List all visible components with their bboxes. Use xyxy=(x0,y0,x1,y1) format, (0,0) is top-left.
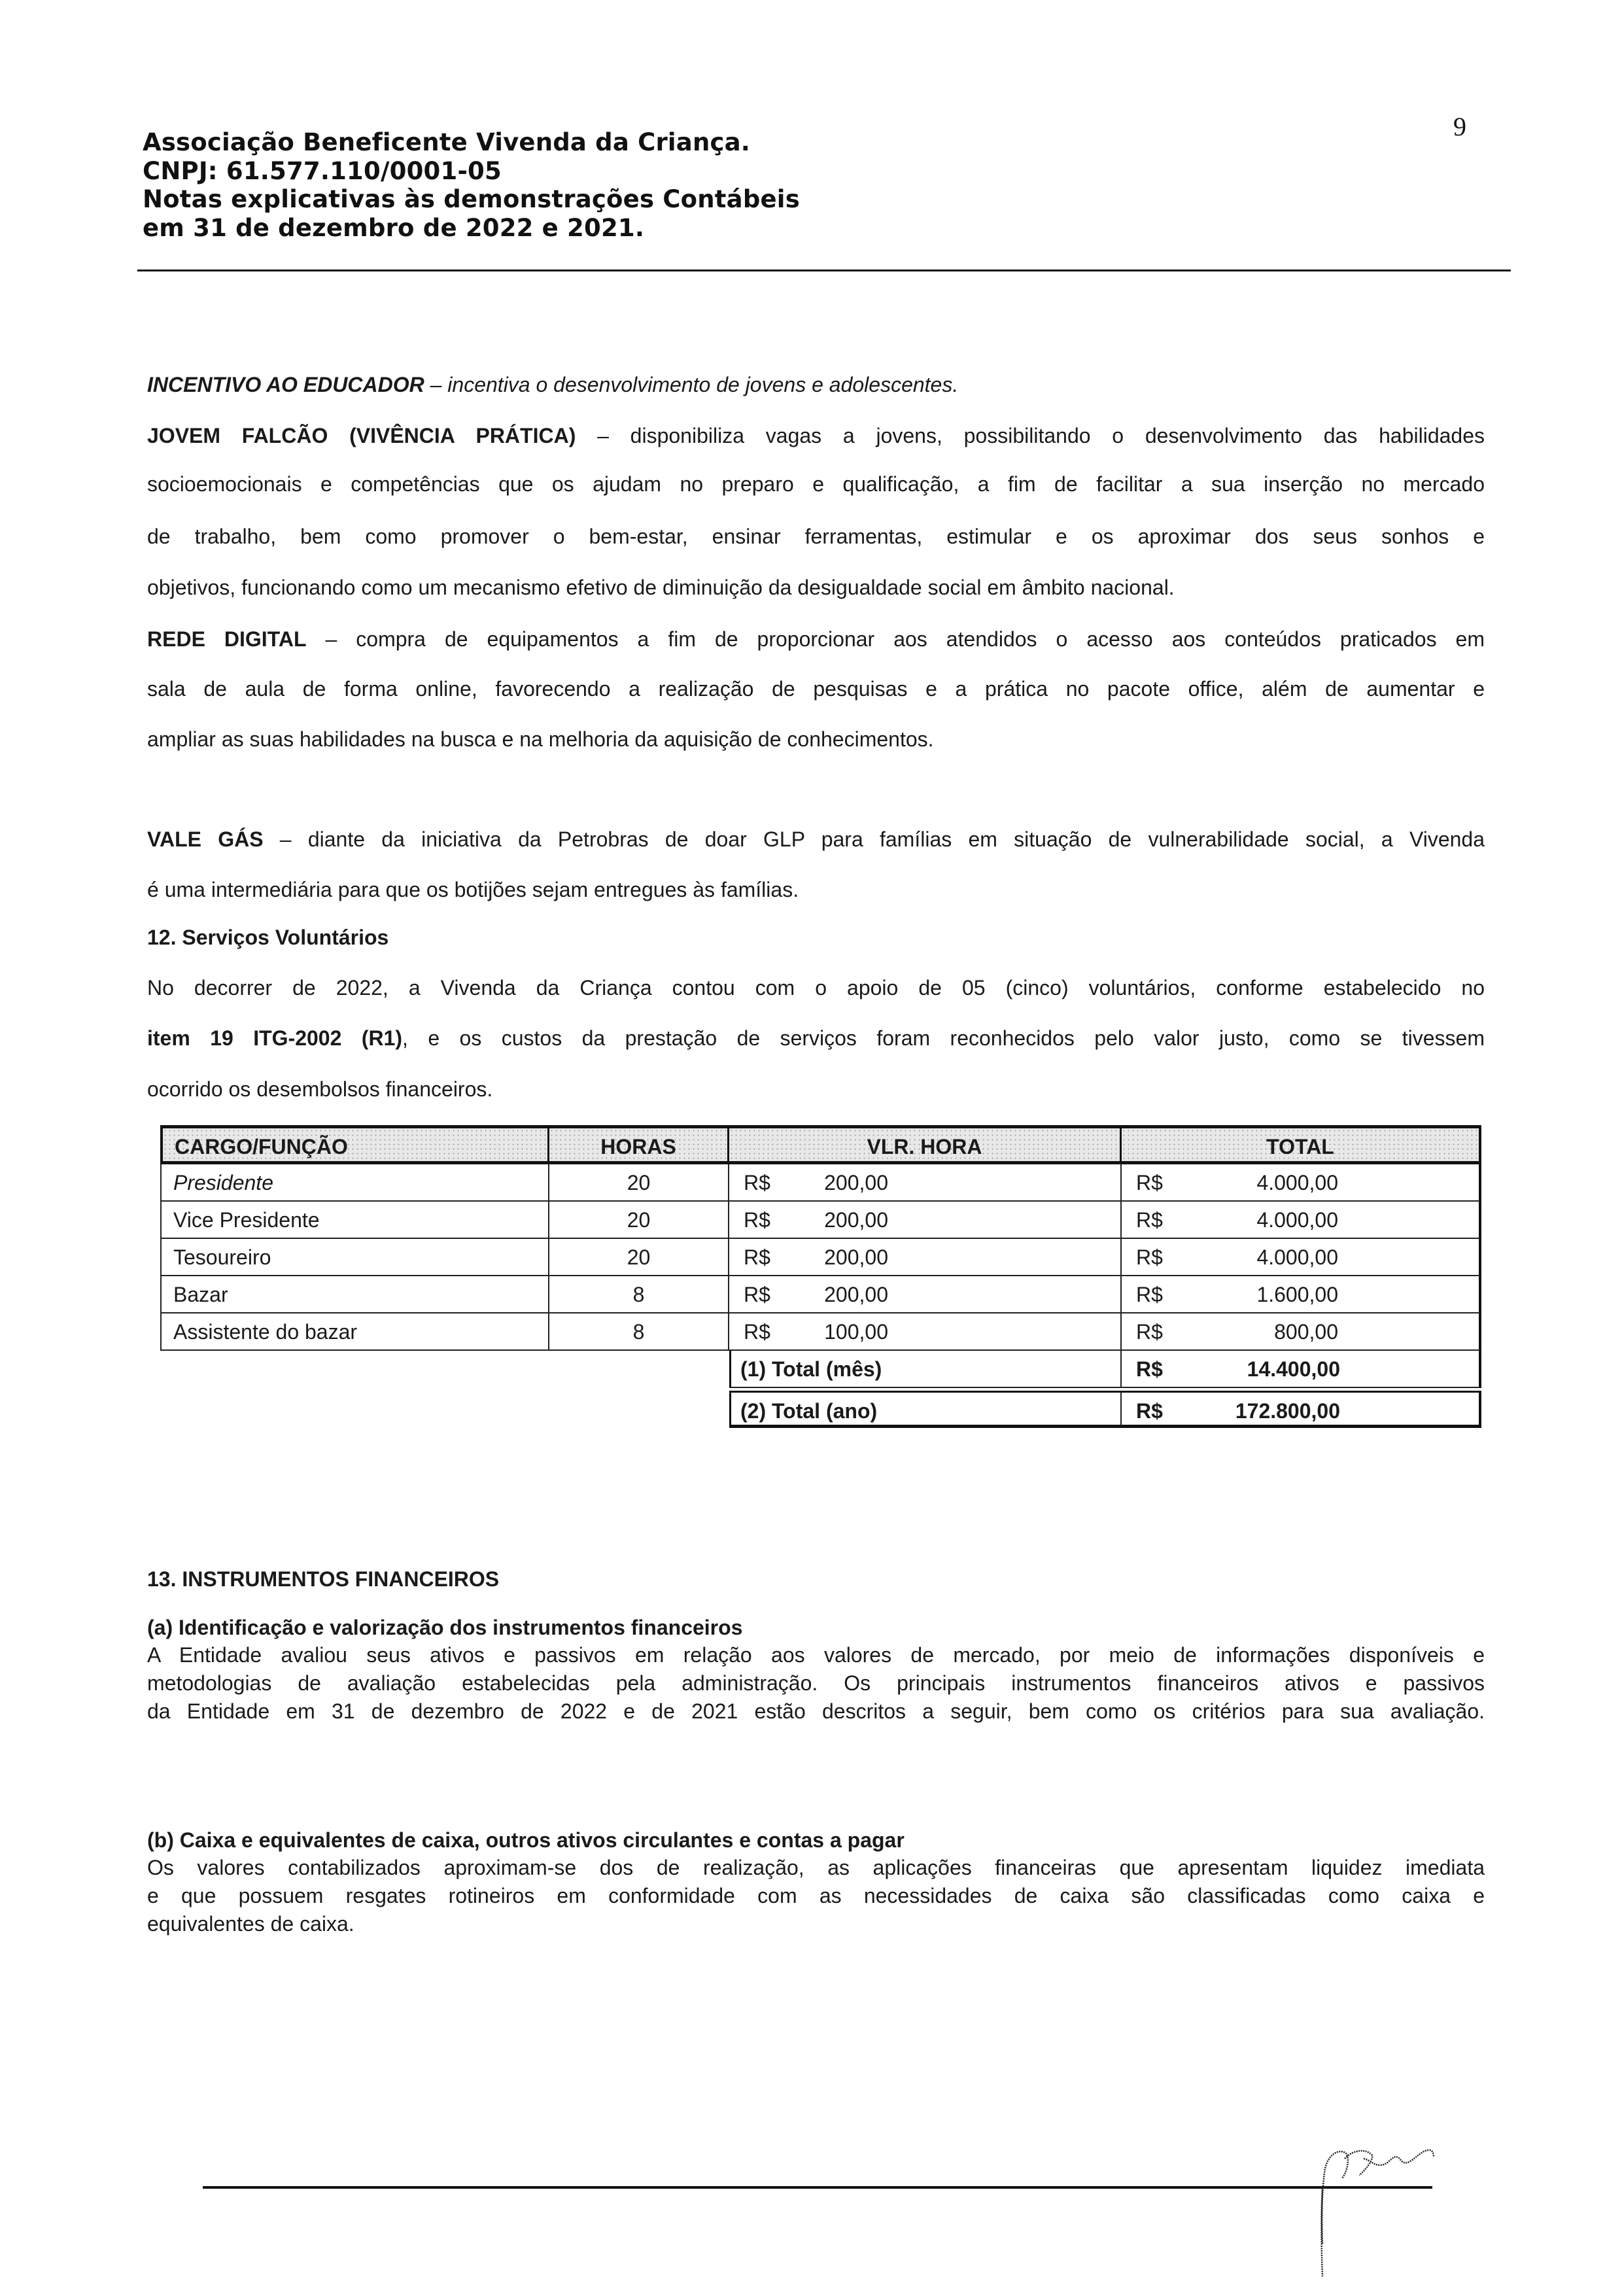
column-header-hourly-rate: VLR. HORA xyxy=(729,1125,1122,1164)
rate-value: 200,00 xyxy=(824,1245,888,1269)
program-rede-digital-line xyxy=(147,626,1485,652)
cell-total xyxy=(1122,1239,1481,1276)
program-title: JOVEM FALCÃO (VIVÊNCIA PRÁTICA) xyxy=(147,424,576,447)
section-13a-paragraph-line: da Entidade em 31 de dezembro de 2022 e de 2021 estão descritos a seguir, bem como os critérios para sua avaliação. xyxy=(147,1699,1485,1723)
total-amount: 14.400,00 xyxy=(1247,1357,1340,1381)
cell-hourly-rate xyxy=(729,1239,1122,1276)
header-divider xyxy=(137,270,1511,271)
section-13a-paragraph-line: A Entidade avaliou seus ativos e passivos em relação aos valores de mercado, por meio de informações disponíveis e xyxy=(147,1643,1485,1667)
total-label: (1) Total (mês) xyxy=(729,1351,1122,1388)
cell-hours: 20 xyxy=(549,1239,729,1276)
total-amount: 172.800,00 xyxy=(1235,1399,1340,1423)
paragraph-text: , e os custos da prestação de serviços foram reconhecidos pelo valor justo, como se tivessem xyxy=(402,1026,1485,1050)
section-12-paragraph-line: ocorrido os desembolsos financeiros. xyxy=(147,1077,493,1101)
document-period: em 31 de dezembro de 2022 e 2021. xyxy=(143,214,645,242)
section-13a-heading: (a) Identificação e valorização dos instrumentos financeiros xyxy=(147,1616,743,1639)
currency-symbol: R$ xyxy=(744,1283,770,1306)
rate-value: 200,00 xyxy=(824,1283,888,1306)
document-title: Notas explicativas às demonstrações Contábeis xyxy=(143,185,800,213)
program-text-line: ampliar as suas habilidades na busca e na melhoria da aquisição de conhecimentos. xyxy=(147,727,934,751)
section-12-heading: 12. Serviços Voluntários xyxy=(147,926,389,949)
cell-role: Bazar xyxy=(160,1276,549,1313)
section-12-paragraph-line: No decorrer de 2022, a Vivenda da Criança contou com o apoio de 05 (cinco) voluntários, conforme estabelecido no xyxy=(147,976,1485,1000)
table-row xyxy=(160,1239,1481,1276)
table-row xyxy=(160,1164,1481,1202)
cell-hourly-rate xyxy=(729,1202,1122,1239)
program-text: – diante da iniciativa da Petrobras de doar GLP para famílias em situação de vulnerabilidade social, a Vivenda xyxy=(263,827,1485,851)
total-label: (2) Total (ano) xyxy=(729,1391,1122,1428)
total-value-cell xyxy=(1122,1351,1481,1388)
column-header-role: CARGO/FUNÇÃO xyxy=(160,1125,549,1164)
cell-hours: 8 xyxy=(549,1313,729,1351)
currency-symbol: R$ xyxy=(1136,1208,1163,1232)
regulation-reference: item 19 ITG-2002 (R1) xyxy=(147,1026,403,1050)
signature-mark xyxy=(1282,2113,1452,2296)
currency-symbol: R$ xyxy=(744,1171,770,1194)
cell-total xyxy=(1122,1276,1481,1313)
cell-total xyxy=(1122,1313,1481,1351)
currency-symbol: R$ xyxy=(744,1208,770,1232)
monthly-total-row xyxy=(729,1351,1481,1388)
rate-value: 200,00 xyxy=(824,1171,888,1194)
section-12-paragraph-line xyxy=(147,1025,1485,1051)
section-13b-paragraph-line: e que possuem resgates rotineiros em conformidade com as necessidades de caixa são classificadas como caixa e xyxy=(147,1884,1485,1907)
currency-symbol: R$ xyxy=(1136,1320,1163,1344)
section-13-heading: 13. INSTRUMENTOS FINANCEIROS xyxy=(147,1567,500,1591)
cell-role: Presidente xyxy=(160,1164,549,1202)
program-text-line: objetivos, funcionando como um mecanismo efetivo de diminuição da desigualdade social em âmbito nacional. xyxy=(147,576,1175,599)
cell-total xyxy=(1122,1164,1481,1202)
total-value: 4.000,00 xyxy=(1256,1171,1338,1194)
currency-symbol: R$ xyxy=(1136,1245,1163,1269)
program-text-line: socioemocionais e competências que os ajudam no preparo e qualificação, a fim de facilitar a sua inserção no mercado xyxy=(147,472,1485,496)
program-text: – disponibiliza vagas a jovens, possibilitando o desenvolvimento das habilidades xyxy=(576,424,1485,447)
currency-symbol: R$ xyxy=(1136,1171,1163,1194)
cell-hourly-rate xyxy=(729,1164,1122,1202)
program-text-line: é uma intermediária para que os botijões sejam entregues às famílias. xyxy=(147,878,799,901)
program-text-line: sala de aula de forma online, favorecendo a realização de pesquisas e a prática no pacote office, além de aumentar e xyxy=(147,677,1485,701)
table-row xyxy=(160,1276,1481,1313)
rate-value: 100,00 xyxy=(824,1320,888,1344)
cell-hours: 20 xyxy=(549,1164,729,1202)
cell-hours: 20 xyxy=(549,1202,729,1239)
currency-symbol: R$ xyxy=(1136,1399,1163,1423)
section-13b-heading: (b) Caixa e equivalentes de caixa, outros ativos circulantes e contas a pagar xyxy=(147,1828,905,1852)
table-header-row xyxy=(160,1125,1481,1164)
org-name: Associação Beneficente Vivenda da Criança. xyxy=(143,128,751,156)
program-text-line: de trabalho, bem como promover o bem-estar, ensinar ferramentas, estimular e os aproximar dos seus sonhos e xyxy=(147,525,1485,548)
program-text: – incentiva o desenvolvimento de jovens e adolescentes. xyxy=(424,373,959,396)
cell-hourly-rate xyxy=(729,1276,1122,1313)
section-13b-paragraph-line: Os valores contabilizados aproximam-se dos de realização, as aplicações financeiras que apresentam liquidez imediata xyxy=(147,1856,1485,1879)
section-13b-paragraph-line: equivalentes de caixa. xyxy=(147,1912,354,1936)
cell-hourly-rate xyxy=(729,1313,1122,1351)
currency-symbol: R$ xyxy=(1136,1283,1163,1306)
program-title: INCENTIVO AO EDUCADOR xyxy=(147,373,424,396)
total-value: 1.600,00 xyxy=(1256,1283,1338,1306)
cnpj: CNPJ: 61.577.110/0001-05 xyxy=(143,157,502,185)
table-row xyxy=(160,1313,1481,1351)
table-row xyxy=(160,1202,1481,1239)
program-title: REDE DIGITAL xyxy=(147,627,307,651)
column-header-hours: HORAS xyxy=(549,1125,729,1164)
cell-hours: 8 xyxy=(549,1276,729,1313)
total-value: 800,00 xyxy=(1274,1320,1338,1344)
section-13a-paragraph-line: metodologias de avaliação estabelecidas pela administração. Os principais instrumentos financeiros ativos e passivos xyxy=(147,1671,1485,1695)
program-incentivo-educador xyxy=(147,372,1485,398)
currency-symbol: R$ xyxy=(744,1320,770,1344)
total-value: 4.000,00 xyxy=(1256,1208,1338,1232)
currency-symbol: R$ xyxy=(744,1245,770,1269)
program-title: VALE GÁS xyxy=(147,827,264,851)
program-vale-gas-line xyxy=(147,826,1485,852)
currency-symbol: R$ xyxy=(1136,1357,1163,1381)
program-text: – compra de equipamentos a fim de proporcionar aos atendidos o acesso aos conteúdos praticados em xyxy=(306,627,1485,651)
rate-value: 200,00 xyxy=(824,1208,888,1232)
cell-role: Assistente do bazar xyxy=(160,1313,549,1351)
cell-role: Tesoureiro xyxy=(160,1239,549,1276)
column-header-total: TOTAL xyxy=(1122,1125,1481,1164)
footer-divider xyxy=(203,2186,1432,2189)
page-number: 9 xyxy=(1453,112,1466,141)
cell-role: Vice Presidente xyxy=(160,1202,549,1239)
cell-total xyxy=(1122,1202,1481,1239)
total-value: 4.000,00 xyxy=(1256,1245,1338,1269)
annual-total-row xyxy=(729,1391,1481,1428)
program-jovem-falcao-line xyxy=(147,423,1485,449)
total-value-cell xyxy=(1122,1391,1481,1428)
